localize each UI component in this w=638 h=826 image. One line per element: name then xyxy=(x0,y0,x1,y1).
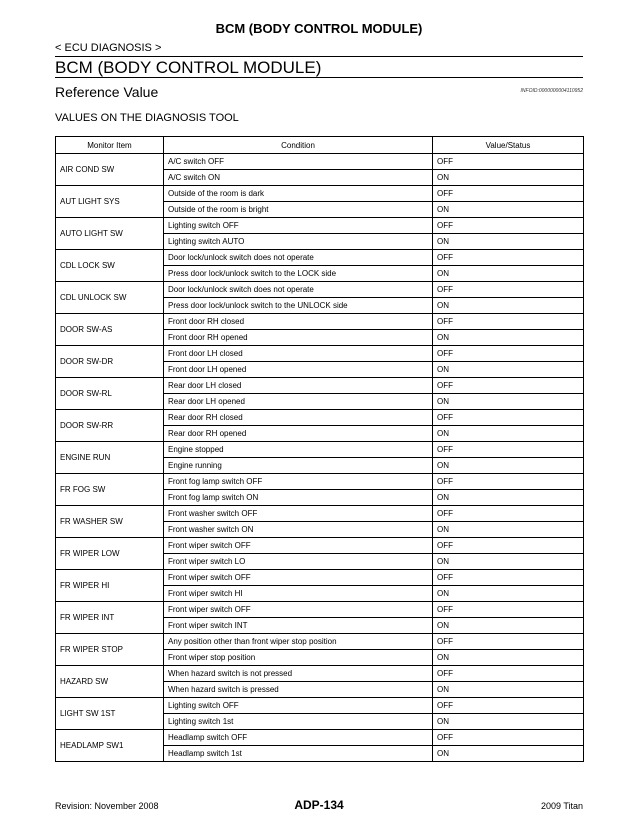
monitor-item-cell: FR WIPER HI xyxy=(56,570,164,602)
condition-cell: Front wiper switch OFF xyxy=(164,570,433,586)
monitor-item-cell: AUTO LIGHT SW xyxy=(56,218,164,250)
condition-cell: Rear door RH opened xyxy=(164,426,433,442)
value-status-cell: ON xyxy=(433,586,584,602)
value-status-cell: ON xyxy=(433,490,584,506)
table-row xyxy=(56,378,584,394)
table-row xyxy=(56,442,584,458)
condition-cell: Rear door LH closed xyxy=(164,378,433,394)
monitor-item-cell: LIGHT SW 1ST xyxy=(56,698,164,730)
value-status-cell: ON xyxy=(433,746,584,762)
condition-cell: When hazard switch is not pressed xyxy=(164,666,433,682)
condition-cell: Front wiper switch INT xyxy=(164,618,433,634)
table-row xyxy=(56,570,584,586)
condition-cell: Press door lock/unlock switch to the LOCK side xyxy=(164,266,433,282)
table-row xyxy=(56,346,584,362)
table-row xyxy=(56,154,584,170)
table-body xyxy=(56,154,584,762)
condition-cell: Front door LH opened xyxy=(164,362,433,378)
value-status-cell: OFF xyxy=(433,570,584,586)
condition-cell: Rear door RH closed xyxy=(164,410,433,426)
monitor-item-cell: ENGINE RUN xyxy=(56,442,164,474)
condition-cell: Front fog lamp switch OFF xyxy=(164,474,433,490)
value-status-cell: OFF xyxy=(433,378,584,394)
condition-cell: Lighting switch 1st xyxy=(164,714,433,730)
monitor-item-cell: FR WIPER LOW xyxy=(56,538,164,570)
condition-cell: Lighting switch OFF xyxy=(164,218,433,234)
condition-cell: Front wiper switch OFF xyxy=(164,538,433,554)
monitor-item-cell: FR WASHER SW xyxy=(56,506,164,538)
condition-cell: Front wiper stop position xyxy=(164,650,433,666)
value-status-cell: OFF xyxy=(433,634,584,650)
condition-cell: Front wiper switch LO xyxy=(164,554,433,570)
section-divider xyxy=(55,77,583,78)
breadcrumb: < ECU DIAGNOSIS > xyxy=(55,42,162,54)
table-row xyxy=(56,602,584,618)
condition-cell: Outside of the room is bright xyxy=(164,202,433,218)
condition-cell: Front washer switch ON xyxy=(164,522,433,538)
value-status-cell: ON xyxy=(433,394,584,410)
monitor-item-cell: AUT LIGHT SYS xyxy=(56,186,164,218)
condition-cell: A/C switch ON xyxy=(164,170,433,186)
value-status-cell: OFF xyxy=(433,154,584,170)
condition-cell: Front wiper switch HI xyxy=(164,586,433,602)
condition-cell: Headlamp switch OFF xyxy=(164,730,433,746)
table-row xyxy=(56,698,584,714)
condition-cell: Any position other than front wiper stop position xyxy=(164,634,433,650)
value-status-cell: OFF xyxy=(433,218,584,234)
condition-cell: Door lock/unlock switch does not operate xyxy=(164,282,433,298)
monitor-item-cell: DOOR SW-RR xyxy=(56,410,164,442)
value-status-cell: OFF xyxy=(433,730,584,746)
condition-cell: Engine running xyxy=(164,458,433,474)
value-status-cell: ON xyxy=(433,522,584,538)
value-status-cell: OFF xyxy=(433,410,584,426)
value-status-cell: OFF xyxy=(433,666,584,682)
value-status-cell: ON xyxy=(433,298,584,314)
column-header-monitor-item: Monitor Item xyxy=(56,137,164,154)
info-id: INFOID:0000000004110952 xyxy=(520,88,583,94)
monitor-item-cell: HAZARD SW xyxy=(56,666,164,698)
table-row xyxy=(56,282,584,298)
monitor-item-cell: DOOR SW-AS xyxy=(56,314,164,346)
footer-page-number: ADP-134 xyxy=(294,798,344,812)
value-status-cell: OFF xyxy=(433,474,584,490)
value-status-cell: ON xyxy=(433,426,584,442)
value-status-cell: OFF xyxy=(433,538,584,554)
value-status-cell: ON xyxy=(433,458,584,474)
table-row xyxy=(56,474,584,490)
value-status-cell: OFF xyxy=(433,250,584,266)
condition-cell: Front wiper switch OFF xyxy=(164,602,433,618)
value-status-cell: ON xyxy=(433,266,584,282)
value-status-cell: OFF xyxy=(433,314,584,330)
value-status-cell: ON xyxy=(433,554,584,570)
condition-cell: Headlamp switch 1st xyxy=(164,746,433,762)
value-status-cell: OFF xyxy=(433,282,584,298)
section-title: BCM (BODY CONTROL MODULE) xyxy=(55,58,322,77)
condition-cell: Rear door LH opened xyxy=(164,394,433,410)
value-status-cell: ON xyxy=(433,330,584,346)
value-status-cell: ON xyxy=(433,714,584,730)
condition-cell: Front fog lamp switch ON xyxy=(164,490,433,506)
value-status-cell: ON xyxy=(433,170,584,186)
table-header-row xyxy=(56,137,584,154)
footer-revision: Revision: November 2008 xyxy=(55,801,159,811)
value-status-cell: OFF xyxy=(433,698,584,714)
monitor-item-cell: CDL LOCK SW xyxy=(56,250,164,282)
monitor-item-cell: HEADLAMP SW1 xyxy=(56,730,164,762)
table-row xyxy=(56,538,584,554)
condition-cell: Outside of the room is dark xyxy=(164,186,433,202)
condition-cell: A/C switch OFF xyxy=(164,154,433,170)
value-status-cell: OFF xyxy=(433,186,584,202)
value-status-cell: ON xyxy=(433,682,584,698)
condition-cell: Lighting switch OFF xyxy=(164,698,433,714)
column-header-condition: Condition xyxy=(164,137,433,154)
table-row xyxy=(56,666,584,682)
condition-cell: Front door RH opened xyxy=(164,330,433,346)
condition-cell: When hazard switch is pressed xyxy=(164,682,433,698)
table-row xyxy=(56,410,584,426)
table-row xyxy=(56,250,584,266)
table-heading: VALUES ON THE DIAGNOSIS TOOL xyxy=(55,112,239,124)
value-status-cell: OFF xyxy=(433,506,584,522)
monitor-item-cell: FR WIPER STOP xyxy=(56,634,164,666)
monitor-item-cell: AIR COND SW xyxy=(56,154,164,186)
header-divider xyxy=(55,56,583,57)
condition-cell: Engine stopped xyxy=(164,442,433,458)
condition-cell: Front door RH closed xyxy=(164,314,433,330)
column-header-value-status: Value/Status xyxy=(433,137,584,154)
value-status-cell: ON xyxy=(433,362,584,378)
reference-value-table xyxy=(55,136,584,762)
subsection-title: Reference Value xyxy=(55,84,159,100)
monitor-item-cell: DOOR SW-DR xyxy=(56,346,164,378)
footer-model: 2009 Titan xyxy=(540,801,583,811)
condition-cell: Front door LH closed xyxy=(164,346,433,362)
value-status-cell: ON xyxy=(433,650,584,666)
value-status-cell: ON xyxy=(433,234,584,250)
monitor-item-cell: FR WIPER INT xyxy=(56,602,164,634)
monitor-item-cell: DOOR SW-RL xyxy=(56,378,164,410)
value-status-cell: OFF xyxy=(433,442,584,458)
table-row xyxy=(56,730,584,746)
condition-cell: Lighting switch AUTO xyxy=(164,234,433,250)
condition-cell: Front washer switch OFF xyxy=(164,506,433,522)
page-header-title: BCM (BODY CONTROL MODULE) xyxy=(215,21,423,36)
monitor-item-cell: CDL UNLOCK SW xyxy=(56,282,164,314)
value-status-cell: ON xyxy=(433,202,584,218)
monitor-item-cell: FR FOG SW xyxy=(56,474,164,506)
table-row xyxy=(56,506,584,522)
table-row xyxy=(56,634,584,650)
value-status-cell: OFF xyxy=(433,346,584,362)
condition-cell: Door lock/unlock switch does not operate xyxy=(164,250,433,266)
table-row xyxy=(56,314,584,330)
condition-cell: Press door lock/unlock switch to the UNLOCK side xyxy=(164,298,433,314)
table-row xyxy=(56,186,584,202)
value-status-cell: OFF xyxy=(433,602,584,618)
table-row xyxy=(56,218,584,234)
value-status-cell: ON xyxy=(433,618,584,634)
